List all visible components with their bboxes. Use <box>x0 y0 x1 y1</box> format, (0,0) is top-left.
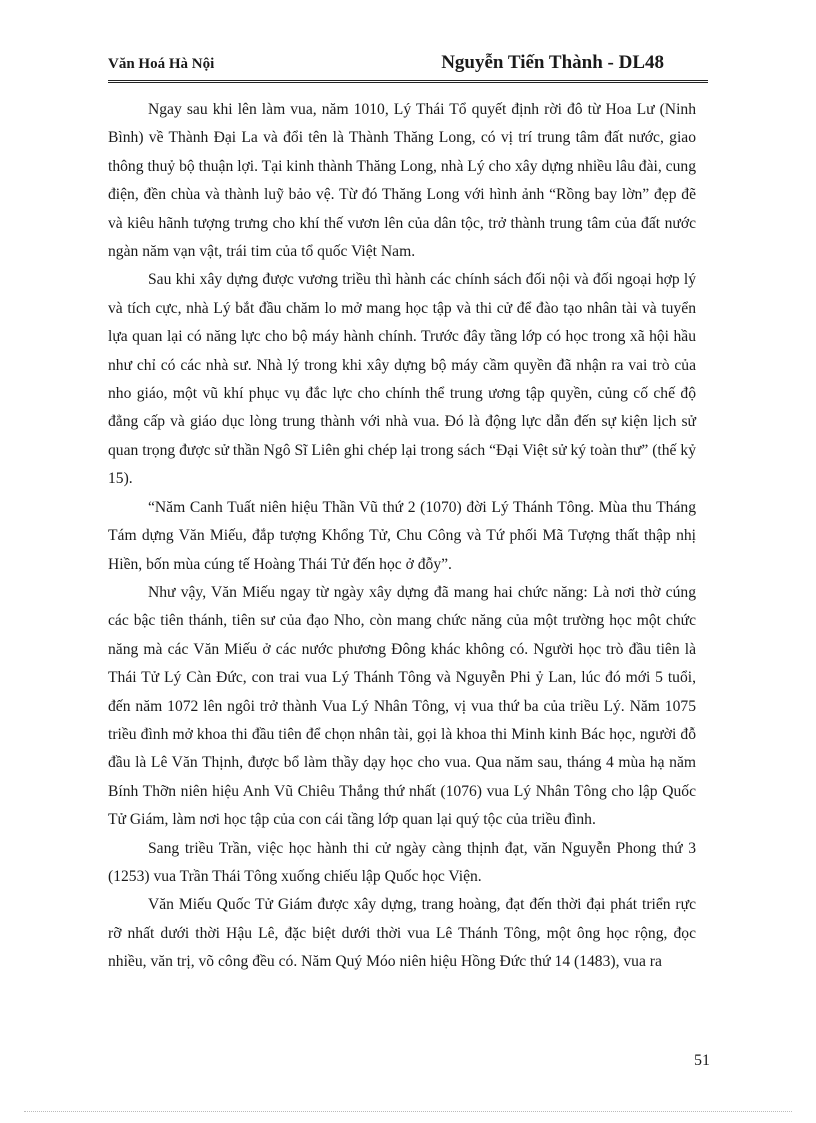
paragraph-1: Ngay sau khi lên làm vua, năm 1010, Lý Thái Tổ quyết định rời đô từ Hoa Lư (Ninh Bình) về Thành Đại La và đổi tên là Thành Thăng Long, có vị trí trung tâm đất nước, giao thông thuỷ bộ thuận lợi. Tại kinh thành Thăng Long, nhà Lý cho xây dựng nhiều lâu đài, cung điện, đền chùa và thành luỹ bảo vệ. Từ đó Thăng Long với hình ảnh “Rồng bay lờn” đẹp đẽ và kiêu hãnh tượng trưng cho khí thế vươn lên của dân tộc, trở thành trung tâm của đất nước ngàn năm vạn vật, trái tim của tổ quốc Việt Nam. <box>108 101 696 261</box>
paragraph-4: Như vậy, Văn Miếu ngay từ ngày xây dựng đã mang hai chức năng: Là nơi thờ cúng các bậc tiên thánh, tiên sư của đạo Nho, còn mang chức năng của một trường học một chức năng mà các Văn Miếu ở các nước phương Đông khác không có. Người học trò đầu tiên là Thái Tử Lý Càn Đức, con trai vua Lý Thánh Tông và Nguyễn Phi ỷ Lan, lúc đó mới 5 tuổi, đến năm 1072 lên ngôi trở thành Vua Lý Nhân Tông, vị vua thứ ba của triều Lý. Năm 1075 triều đình mở khoa thi đầu tiên để chọn nhân tài, gọi là khoa thi Minh kinh Bác học, người đỗ đầu là Lê Văn Thịnh, được bổ làm thầy dạy học cho vua. Qua năm sau, tháng 4 mùa hạ năm Bính Thỡn niên hiệu Anh Vũ Chiêu Thắng thứ nhất (1076) vua Lý Nhân Tông cho lập Quốc Tử Giám, làm nơi học tập của con cái tầng lớp quan lại quý tộc của triều đình. <box>108 583 696 829</box>
paragraph-3-quote: “Năm Canh Tuất niên hiệu Thần Vũ thứ 2 (1070) đời Lý Thánh Tông. Mùa thu Tháng Tám dựng Văn Miếu, đắp tượng Khổng Tử, Chu Công và Tứ phối Mã Tượng thất thập nhị Hiền, bốn mùa cúng tế Hoàng Thái Tử đến học ở đỗy”. <box>108 498 696 573</box>
paragraph-6: Văn Miếu Quốc Tử Giám được xây dựng, trang hoàng, đạt đến thời đại phát triển rực rỡ nhất dưới thời Hậu Lê, đặc biệt dưới thời vua Lê Thánh Tông, một ông học rộng, đọc nhiều, văn trị, võ công đều có. Năm Quý Móo niên hiệu Hồng Đức thứ 14 (1483), vua ra <box>108 896 696 971</box>
body-text <box>108 96 696 977</box>
paragraph-2: Sau khi xây dựng được vương triều thì hành các chính sách đối nội và đối ngoại hợp lý và tích cực, nhà Lý bắt đầu chăm lo mở mang học tập và thi cử để đào tạo nhân tài và tuyển lựa quan lại có năng lực cho bộ máy hành chính. Trước đây tầng lớp có học trong xã hội hầu như chỉ có các nhà sư. Nhà lý trong khi xây dựng bộ máy cầm quyền đã nhận ra vai trò của nho giáo, một vũ khí phục vụ đắc lực cho chính thể trung ương tập quyền, củng cố chế độ đẳng cấp và giáo dục lòng trung thành với nhà vua. Đó là động lực dẫn đến sự kiện lịch sử quan trọng được sử thần Ngô Sĩ Liên ghi chép lại trong sách “Đại Việt sử ký toàn thư” (thế kỷ 15). <box>108 271 696 488</box>
page-bottom-divider <box>24 1111 792 1112</box>
header-author: Nguyễn Tiến Thành - DL48 <box>441 52 664 73</box>
page-number: 51 <box>694 1052 710 1069</box>
header-course-title: Văn Hoá Hà Nội <box>108 56 215 72</box>
paragraph-5: Sang triều Trần, việc học hành thi cử ngày càng thịnh đạt, văn Nguyễn Phong thứ 3 (1253) vua Trần Thái Tông xuống chiếu lập Quốc học Viện. <box>108 839 696 885</box>
page-header <box>108 52 708 83</box>
